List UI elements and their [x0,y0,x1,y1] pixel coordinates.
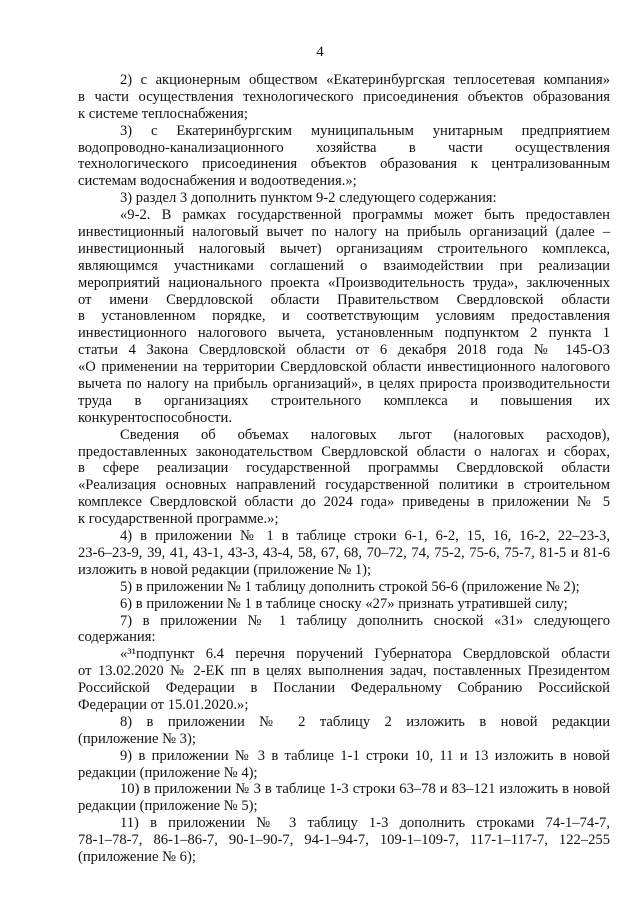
text-line: технологического присоединения объектов образования к централизованным [78,156,610,173]
text-line: 5) в приложении № 1 таблицу дополнить строкой 56-6 (приложение № 2); [120,578,580,595]
text-line: инвестиционный налоговый вычет по налогу на прибыль организаций (далее – [78,224,610,241]
text-line: 4) в приложении № 1 в таблице строки 6-1, 6-2, 15, 16, 16-2, 22–23-3, [120,528,610,545]
text-line: в части осуществления технологического присоединения объектов образования [78,88,610,105]
text-line: содержания: [78,629,156,646]
text-line: редакции (приложение № 4); [78,764,258,781]
text-line: от 13.02.2020 № 2-ЕК пп в целях выполнения задач, поставленных Президентом [78,663,610,680]
text-line: к государственной программе.»; [78,511,279,528]
text-line: от имени Свердловской области Правительством Свердловской области [78,291,610,308]
text-line: конкурентоспособности. [78,409,232,426]
text-line: «³¹подпункт 6.4 перечня поручений Губернатора Свердловской области [120,646,610,663]
text-line: 11) в приложении № 3 таблицу 1-3 дополнить строками 74-1–74-7, [120,815,610,832]
text-line: «9-2. В рамках государственной программы может быть предоставлен [120,207,610,224]
text-line: водопроводно-канализационного хозяйства в части осуществления [78,139,610,156]
text-line: Сведения об объемах налоговых льгот (налоговых расходов), [120,426,610,443]
text-line: мероприятий национального проекта «Производительность труда», заключенных [78,274,610,291]
text-line: вычета по налогу на прибыль организаций», в целях прироста производительности [78,376,610,393]
text-line: к системе теплоснабжения; [78,105,248,122]
text-line: 6) в приложении № 1 в таблице сноску «27» признать утратившей силу; [120,595,568,612]
text-line: редакции (приложение № 5); [78,798,258,815]
text-line: 78-1–78-7, 86-1–86-7, 90-1–90-7, 94-1–94-7, 109-1–109-7, 117-1–117-7, 122–255 [78,832,610,849]
page-number: 4 [316,44,324,60]
text-line: (приложение № 6); [78,848,196,865]
text-line: Федерации от 15.01.2020.»; [78,696,249,713]
text-line: инвестиционного налогового вычета, установленным подпунктом 2 пункта 1 [78,325,610,342]
text-line: (приложение № 3); [78,730,196,747]
text-line: 7) в приложении № 1 таблицу дополнить сноской «31» следующего [120,612,610,629]
document-body [78,72,610,866]
text-line: 3) с Екатеринбургским муниципальным унитарным предприятием [120,122,610,139]
text-line: предоставленных законодательством Свердловской области о налогах и сборах, [78,443,610,460]
text-line: «Реализация основных направлений государственной политики в строительном [78,477,610,494]
text-line: являющимся участниками соглашений о взаимодействии при реализации [78,257,610,274]
text-line: 9) в приложении № 3 в таблице 1-1 строки 10, 11 и 13 изложить в новой [120,747,610,764]
text-line: 3) раздел 3 дополнить пунктом 9-2 следующего содержания: [120,190,497,207]
text-line: в сфере реализации государственной программы Свердловской области [78,460,610,477]
text-line: в установленном порядке, и соответствующим условиям предоставления [78,308,610,325]
text-line: 8) в приложении № 2 таблицу 2 изложить в новой редакции [120,713,610,730]
text-line: 23-6–23-9, 39, 41, 43-1, 43-3, 43-4, 58, 67, 68, 70–72, 74, 75-2, 75-6, 75-7, 81-5 и 81-6 [78,544,610,561]
text-line: Российской Федерации в Послании Федеральному Собранию Российской [78,680,610,697]
text-line: труда в организациях строительного комплекса и повышения их [78,392,610,409]
text-line: «О применении на территории Свердловской области инвестиционного налогового [78,359,610,376]
text-line: инвестиционный налоговый вычет) организациям строительного комплекса, [78,240,610,257]
text-line: комплексе Свердловской области до 2024 года» приведены в приложении № 5 [78,494,610,511]
text-line: 2) с акционерным обществом «Екатеринбургская теплосетевая компания» [120,72,610,88]
text-line: изложить в новой редакции (приложение № 1); [78,561,372,578]
text-line: системам водоснабжения и водоотведения.»; [78,173,357,190]
text-line: 10) в приложении № 3 в таблице 1-3 строки 63–78 и 83–121 изложить в новой [120,781,610,798]
text-line: статьи 4 Закона Свердловской области от 6 декабря 2018 года № 145-ОЗ [78,342,610,359]
